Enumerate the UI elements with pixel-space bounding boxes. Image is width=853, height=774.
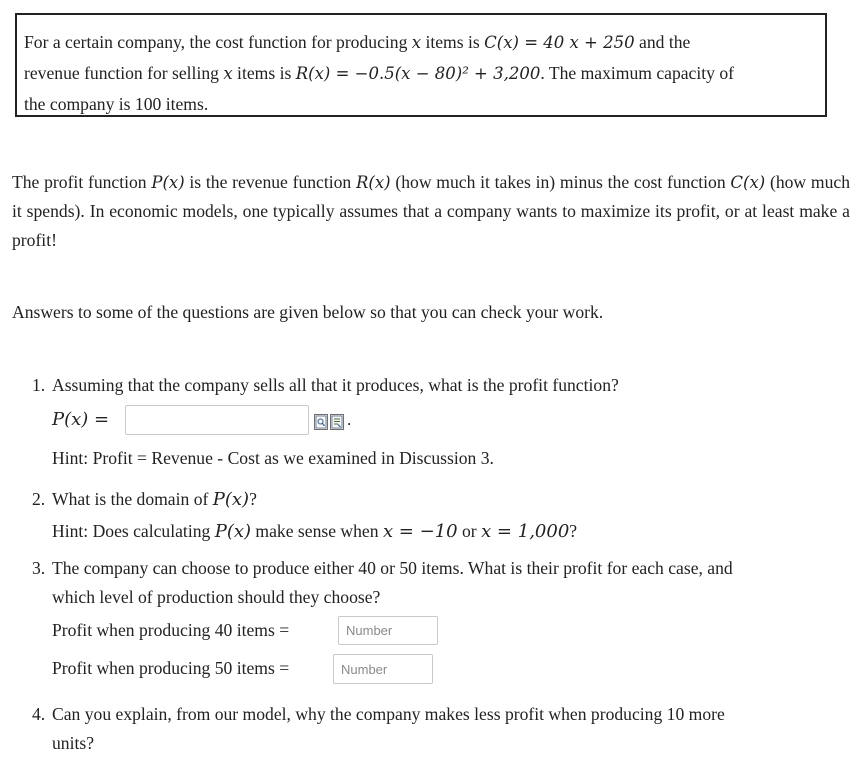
hint-text: ? xyxy=(569,521,578,541)
profit-50-input[interactable] xyxy=(333,654,433,684)
math-variable: x xyxy=(223,64,233,83)
intro-text: (how much it takes in) minus the cost function xyxy=(390,172,731,192)
profit-symbol: P(x) xyxy=(212,489,250,510)
question-3 xyxy=(32,554,832,583)
question-number: 1. xyxy=(32,375,46,395)
q1-hint: Hint: Profit = Revenue - Cost as we examined in Discussion 3. xyxy=(52,448,494,468)
problem-statement-box xyxy=(15,13,827,117)
intro-text: is the revenue function xyxy=(184,172,356,192)
profit-40-input[interactable] xyxy=(338,616,438,645)
question-number: 2. xyxy=(32,489,46,509)
problem-line-3: the company is 100 items. xyxy=(24,94,209,114)
cost-symbol: C(x) xyxy=(730,173,766,192)
question-text: The company can choose to produce either 40 or 50 items. What is their profit for each case, and xyxy=(52,558,733,578)
profit-function-label: P(x) = xyxy=(52,409,110,430)
profit-function-input[interactable] xyxy=(125,405,309,435)
profit-40-label: Profit when producing 40 items = xyxy=(52,620,290,640)
intro-text: (how much it spends). In economic models, one typically assumes that a company wants to maximize its profit, or at least make a profit! xyxy=(12,172,850,250)
preview-icon[interactable] xyxy=(314,414,328,430)
problem-line-1 xyxy=(24,27,819,58)
problem-line-2 xyxy=(24,58,819,89)
revenue-function: R(x) = −0.5(x − 80)² + 3,200 xyxy=(295,64,541,83)
question-text: Assuming that the company sells all that it produces, what is the profit function? xyxy=(52,375,619,395)
q2-hint xyxy=(52,517,577,546)
question-number: 4. xyxy=(32,704,46,724)
cost-function: C(x) = 40 x + 250 xyxy=(484,33,635,52)
revenue-symbol: R(x) xyxy=(356,173,391,192)
problem-text: items is xyxy=(421,32,485,52)
answers-note: Answers to some of the questions are given below so that you can check your work. xyxy=(12,302,604,322)
problem-text: . The maximum capacity of xyxy=(540,63,734,83)
math-expression: x = −10 xyxy=(382,521,458,542)
question-text: What is the domain of xyxy=(52,489,213,509)
question-number: 3. xyxy=(32,558,46,578)
intro-paragraph xyxy=(12,168,850,255)
question-text: ? xyxy=(249,489,257,509)
hint-text: or xyxy=(457,521,482,541)
profit-symbol: P(x) xyxy=(151,173,185,192)
problem-text: items is xyxy=(232,63,296,83)
intro-text: The profit function xyxy=(12,172,152,192)
question-4-line-2: units? xyxy=(52,733,95,753)
question-2 xyxy=(32,485,257,514)
math-expression: x = 1,000 xyxy=(481,521,570,542)
problem-text: revenue function for selling xyxy=(24,63,224,83)
answer-period: . xyxy=(347,410,352,429)
q1-answer-label xyxy=(52,405,109,434)
question-text: Can you explain, from our model, why the company makes less profit when producing 10 more xyxy=(52,704,725,724)
hint-text: make sense when xyxy=(251,521,383,541)
profit-symbol: P(x) xyxy=(214,521,252,542)
problem-text: and the xyxy=(634,32,691,52)
question-4 xyxy=(32,700,832,729)
hint-text: Hint: Does calculating xyxy=(52,521,215,541)
problem-text: For a certain company, the cost function for producing xyxy=(24,32,412,52)
question-3-line-2: which level of production should they choose? xyxy=(52,587,381,607)
help-icon[interactable] xyxy=(330,414,344,430)
math-variable: x xyxy=(411,33,422,52)
question-1 xyxy=(32,371,619,400)
profit-50-label: Profit when producing 50 items = xyxy=(52,658,290,678)
